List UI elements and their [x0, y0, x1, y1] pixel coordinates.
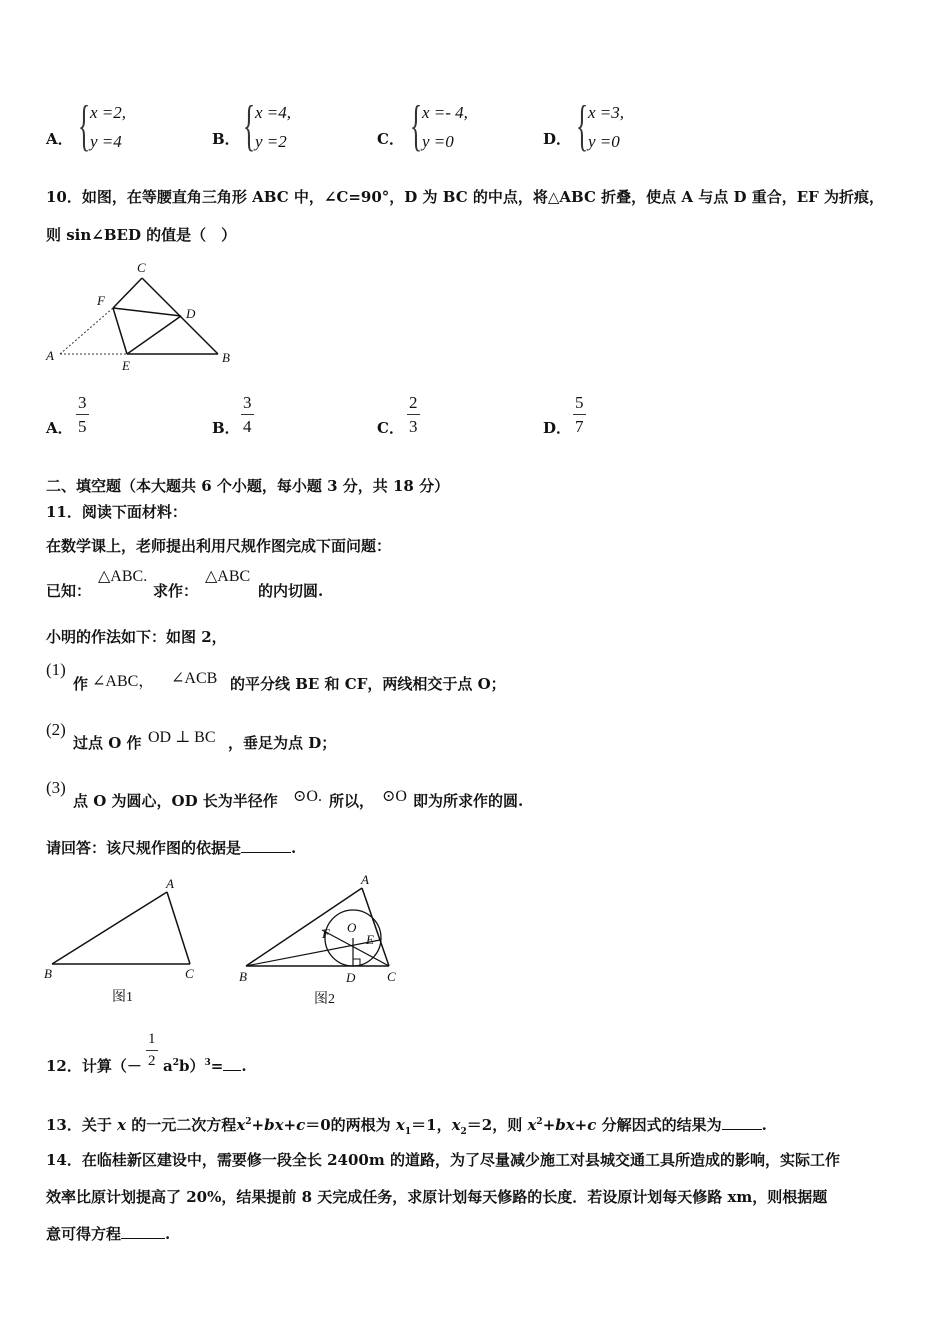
- q10-triangle-figure: [40, 258, 250, 378]
- q10-option-c-fraction: [407, 394, 420, 435]
- q10-option-a-num: 3: [76, 394, 89, 415]
- q13-t3: 的两根为: [330, 1116, 391, 1134]
- q13-eq-sup: 2: [245, 1117, 252, 1127]
- q14-line3-wrap: [46, 1223, 170, 1244]
- q11-step1-number: (1): [46, 660, 66, 679]
- q13-eq-rest: +bx+c: [251, 1116, 306, 1134]
- q9-option-b-label: B．: [212, 130, 240, 148]
- q13-answer-blank[interactable]: [722, 1115, 762, 1130]
- q10-option-d-fraction: [573, 394, 586, 435]
- q11-ask-suffix: 的内切圆.: [258, 582, 324, 600]
- q13-x1: x: [395, 1116, 405, 1134]
- q11-step2-a: 过点 O 作: [73, 734, 142, 752]
- q11-fig1-segment-ba: [52, 892, 167, 964]
- q13-x1-sub: 1: [404, 1127, 412, 1137]
- q11-fig1-label-c: C: [185, 966, 194, 981]
- q10-label-a: A: [46, 348, 54, 363]
- q13-poly-rest: +bx+c: [542, 1116, 597, 1134]
- q10-label-e: E: [122, 358, 130, 373]
- q12-fraction: [146, 1032, 158, 1069]
- q10-segment-ed: [127, 316, 181, 354]
- q11-ask-prefix: 求作：: [153, 582, 199, 600]
- q9-option-c-brace: {: [410, 95, 423, 157]
- q9-option-b-line1: x =4,: [255, 103, 292, 122]
- q14-line3: 意可得方程: [46, 1225, 122, 1243]
- q9-option-c-label: C．: [377, 130, 404, 148]
- q11-step2-b: ，垂足为点 D；: [228, 734, 337, 752]
- q10-option-d-label: D．: [543, 419, 572, 437]
- q11-step1-math2: ∠ACB: [171, 670, 218, 687]
- q12-expr-b: b）: [179, 1057, 205, 1075]
- q10-option-d-num: 5: [573, 394, 586, 415]
- q11-intro: 在数学课上，老师提出利用尺规作图完成下面问题：: [46, 537, 392, 555]
- q11-answer-blank[interactable]: [241, 838, 291, 853]
- q11-step2-math: OD ⊥ BC: [148, 729, 216, 746]
- q9-option-b-line2: y =2: [255, 132, 287, 151]
- q14-line2: 效率比原计划提高了 20%，结果提前 8 天完成任务，求原计划每天修路的长度．若设原计划每天修路 xm，则根据题: [46, 1188, 828, 1206]
- q10-segment-fe: [113, 308, 127, 354]
- q10-label-c: C: [137, 260, 146, 275]
- q10-option-a-fraction: [76, 394, 89, 435]
- q11-step3-b: 所以，: [329, 792, 375, 810]
- q11-question-text: 请回答：该尺规作图的依据是: [46, 839, 242, 857]
- q11-known-math: △ABC.: [98, 568, 148, 585]
- q11-fig2-label-o: O: [347, 920, 357, 935]
- q11-title: 11．阅读下面材料：: [46, 503, 187, 521]
- q9-option-d-brace: {: [576, 95, 589, 157]
- q12-exp-outer: 3: [204, 1058, 211, 1068]
- q11-fig2-label-b: B: [239, 969, 247, 984]
- q11-step1-b: 的平分线 BE 和 CF，两线相交于点 O；: [230, 675, 506, 693]
- q11-fig2-label-a: A: [361, 872, 369, 887]
- q10-option-c-num: 2: [407, 394, 420, 415]
- q11-figure-2-caption: 图2: [314, 992, 335, 1007]
- q10-segment-fc: [113, 278, 142, 308]
- q12-prefix: 12．计算（－: [46, 1057, 142, 1075]
- q13-x2: x: [451, 1116, 461, 1134]
- q10-option-a-den: 5: [78, 417, 87, 436]
- q14-answer-blank[interactable]: [121, 1224, 165, 1239]
- q14-end: .: [165, 1225, 171, 1243]
- q13-t1: 13．关于: [46, 1116, 112, 1134]
- q13-poly-x: x: [527, 1116, 537, 1134]
- q11-fig1-label-a: A: [166, 876, 174, 891]
- q10-segment-fd: [113, 308, 181, 316]
- q12-end: .: [241, 1057, 247, 1075]
- q9-option-d-line1: x =3,: [588, 103, 625, 122]
- q9-option-d-label: D．: [543, 130, 572, 148]
- q12-frac-den: 2: [148, 1053, 156, 1069]
- q11-question-end: .: [291, 839, 297, 857]
- q13-eq-x: x: [236, 1116, 246, 1134]
- q10-option-a-label: A．: [46, 419, 73, 437]
- q13-x2-sub: 2: [460, 1127, 467, 1137]
- q11-known-prefix: 已知：: [46, 582, 92, 600]
- q10-label-d: D: [186, 306, 196, 321]
- q9-option-c-line1: x =- 4,: [422, 103, 468, 122]
- q9-option-d-line2: y =0: [588, 132, 620, 151]
- q11-question: [46, 837, 296, 858]
- q12-frac-num: 1: [146, 1032, 158, 1051]
- q11-step1-a: 作: [73, 675, 89, 693]
- q13-eq-zero: ＝0: [305, 1116, 331, 1134]
- q10-label-b: B: [222, 350, 230, 365]
- q10-stem-line1: 10．如图，在等腰直角三角形 ABC 中，∠C=90°，D 为 BC 的中点，将△ABC 折叠，使点 A 与点 D 重合，EF 为折痕，: [46, 188, 885, 206]
- q12-expr-a: a: [163, 1057, 173, 1075]
- q13-x1-val: ＝1，: [411, 1116, 452, 1134]
- q11-fig2-label-f: F: [322, 926, 330, 941]
- q11-method: 小明的作法如下：如图 2，: [46, 628, 227, 646]
- q10-option-b-num: 3: [241, 394, 254, 415]
- q11-step3-c: 即为所求作的圆.: [413, 792, 524, 810]
- q10-segment-af: [60, 308, 113, 354]
- q11-step2-number: (2): [46, 720, 66, 739]
- q13-t4: 分解因式的结果为: [601, 1116, 722, 1134]
- q12-answer-blank[interactable]: [223, 1056, 241, 1071]
- section2-heading: 二、填空题（本大题共 6 个小题，每小题 3 分，共 18 分）: [46, 477, 450, 495]
- q10-option-c-den: 3: [409, 417, 418, 436]
- q10-option-b-fraction: [241, 394, 254, 435]
- q9-option-b-brace: {: [243, 95, 256, 157]
- q13-line: [46, 1114, 767, 1137]
- q11-fig2-label-d: D: [346, 970, 356, 985]
- q10-option-b-den: 4: [243, 417, 252, 436]
- q12-expression: [163, 1055, 247, 1076]
- q9-option-a-brace: {: [78, 95, 91, 157]
- q11-figure-2: [232, 868, 412, 998]
- q9-option-c-line2: y =0: [422, 132, 454, 151]
- q11-fig1-segment-ac: [167, 892, 190, 964]
- q11-step3-a: 点 O 为圆心，OD 长为半径作: [73, 792, 278, 810]
- q11-fig2-label-c: C: [387, 969, 396, 984]
- q9-option-a-line1: x =2,: [90, 103, 127, 122]
- q9-option-a-line2: y =4: [90, 132, 122, 151]
- q13-x2-val: ＝2，则: [466, 1116, 523, 1134]
- q10-option-c-label: C．: [377, 419, 404, 437]
- q9-option-a-label: A．: [46, 130, 73, 148]
- q13-var-x: x: [117, 1116, 127, 1134]
- q10-stem-line2: 则 sin∠BED 的值是（ ）: [46, 226, 237, 244]
- q14-line1: 14．在临桂新区建设中，需要修一段全长 2400m 的道路，为了尽量减少施工对县城交通工具所造成的影响，实际工作: [46, 1151, 840, 1169]
- q12-exp-a: 2: [172, 1058, 179, 1068]
- q11-ask-math: △ABC: [205, 568, 251, 585]
- q10-option-d-den: 7: [575, 417, 584, 436]
- q11-step3-math1: ⊙O.: [293, 788, 322, 805]
- q13-end: .: [761, 1116, 767, 1134]
- q10-label-f: F: [97, 293, 105, 308]
- q13-poly-sup: 2: [536, 1117, 543, 1127]
- q11-step3-math2: ⊙O: [382, 788, 407, 805]
- q10-option-b-label: B．: [212, 419, 240, 437]
- q11-figure-1-caption: 图1: [112, 990, 133, 1005]
- q11-fig2-label-e: E: [366, 932, 374, 947]
- q11-fig1-label-b: B: [44, 966, 52, 981]
- q13-t2: 的一元二次方程: [131, 1116, 237, 1134]
- q11-step1-math1: ∠ABC，: [92, 673, 155, 690]
- q12-suffix: =: [210, 1057, 224, 1075]
- q11-step3-number: (3): [46, 778, 66, 797]
